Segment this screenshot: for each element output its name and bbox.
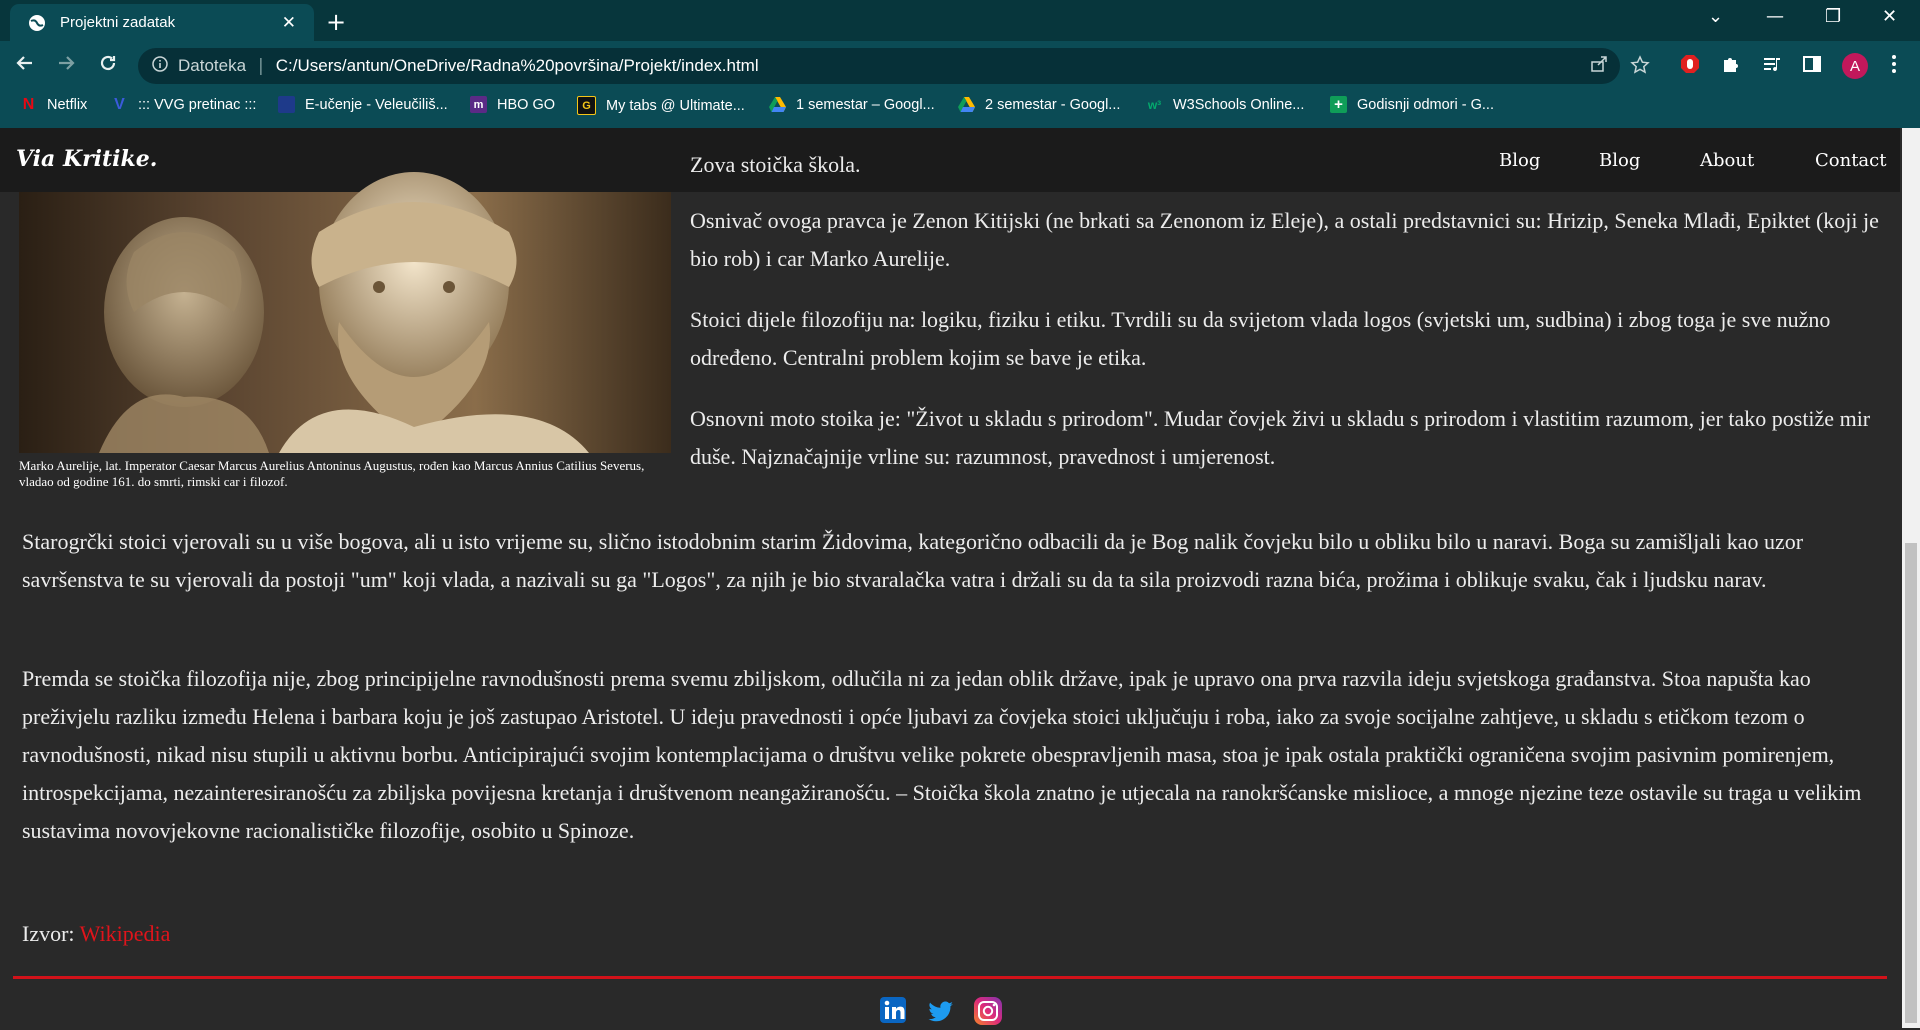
- extensions-puzzle-icon[interactable]: [1721, 54, 1741, 79]
- media-queue-icon[interactable]: [1762, 54, 1782, 79]
- w3schools-icon: w³: [1147, 97, 1162, 112]
- source-line: [22, 915, 822, 953]
- google-drive-icon: [769, 96, 786, 113]
- bookmark-w3schools[interactable]: w³ W3Schools Online...: [1147, 96, 1305, 113]
- paragraph-founders: Osnivač ovoga pravca je Zenon Kitijski (ne brkati sa Zenonom iz Eleje), a ostali predstavnici su: Hrizip, Seneka Mlađi, Epiktet (koji je bio rob) i car Marko Aurelije.: [690, 208, 1879, 271]
- back-button[interactable]: [14, 52, 36, 79]
- url-text[interactable]: C:/Users/antun/OneDrive/Radna%20površina/Projekt/index.html: [275, 56, 759, 75]
- hbo-icon: m: [470, 96, 487, 113]
- nav-link-about[interactable]: About: [1700, 150, 1755, 171]
- figure-caption: Marko Aurelije, lat. Imperator Caesar Marcus Aurelius Antoninus Augustus, rođen kao Marcus Annius Catilius Severus, vladao od godine 161. do smrti, rimski car i filozof.: [19, 458, 645, 489]
- tab-close-icon[interactable]: ✕: [281, 13, 296, 33]
- vvg-icon: V: [114, 95, 125, 113]
- footer-divider: [13, 976, 1887, 979]
- paragraph-philosophy-parts: Stoici dijele filozofiju na: logiku, fiziku i etiku. Tvrdili su da svijetom vlada logos (svjetski um, sudbina) i zbog toga je sve nužno određeno. Centralni problem kojim se bave je etika.: [690, 307, 1831, 370]
- scrollbar-thumb[interactable]: [1905, 543, 1917, 1023]
- source-label: Izvor:: [22, 921, 75, 946]
- google-sheets-icon: +: [1330, 96, 1347, 113]
- bookmark-netflix[interactable]: N Netflix: [20, 96, 87, 113]
- page-scrollbar[interactable]: [1902, 128, 1920, 1028]
- eucenje-icon: [278, 96, 295, 113]
- nav-link-contact[interactable]: Contact: [1815, 150, 1887, 171]
- bookmarks-bar: [0, 92, 1920, 120]
- profile-avatar[interactable]: A: [1842, 53, 1868, 79]
- paragraph-motto: Osnovni moto stoika je: "Život u skladu s prirodom". Mudar čovjek živi u skladu s prirodom i vlastitim razumom, jer tako postiže mir duše. Najznačajnije vrline su: razumnost, pravednost i umjerenost.: [690, 406, 1871, 469]
- arrow-left-icon: [14, 52, 36, 74]
- minimize-button[interactable]: —: [1766, 6, 1784, 27]
- bookmark-e-ucenje[interactable]: E-učenje - Veleučiliš...: [278, 96, 448, 113]
- protocol-label: Datoteka: [178, 56, 247, 75]
- marcus-aurelius-statue-image: [19, 192, 671, 453]
- nav-link-blog-2[interactable]: Blog: [1599, 150, 1641, 171]
- instagram-icon[interactable]: [973, 996, 1003, 1026]
- bookmark-2-semestar[interactable]: 2 semestar - Googl...: [958, 96, 1120, 113]
- bookmark-ultimate-guitar[interactable]: G My tabs @ Ultimate...: [577, 96, 745, 115]
- tab-title: Projektni zadatak: [60, 14, 176, 31]
- kebab-menu-icon[interactable]: [1891, 54, 1897, 79]
- google-drive-icon: [958, 96, 975, 113]
- address-separator: |: [258, 56, 264, 76]
- paragraph-gods: Starogrčki stoici vjerovali su u više bogova, ali u isto vrijeme su, slično istodobnim starim Židovima, kategorično odbacili da je Bog nalik čovjeku bilo u obliku bilo u naravi. Boga su zamišljali kao uzor savršenstva te su vjerovali da postoji "um" koji vlada, a nazivali su ga "Logos", za njih je bio stvaralačka vatra i držali su da ta sila proizvodi razna bića, prožima i oblikuje svaku, čak i ljudsku narav.: [22, 529, 1804, 592]
- new-tab-button[interactable]: +: [326, 8, 347, 36]
- page-viewport: [0, 128, 1920, 1028]
- arrow-right-icon: [55, 52, 77, 74]
- bookmark-star-icon[interactable]: [1630, 55, 1650, 80]
- bookmark-vvg-pretinac[interactable]: V ::: VVG pretinac :::: [111, 96, 256, 113]
- browser-chrome: [0, 0, 1920, 128]
- bookmark-1-semestar[interactable]: 1 semestar – Googl...: [769, 96, 935, 113]
- info-icon[interactable]: [152, 56, 168, 76]
- paragraph-state: Premda se stoička filozofija nije, zbog principijelne ravnodušnosti prema svemu zbiljskom, odlučila ni za jedan oblik države, ipak je upravo ona prva razvila ideju svjetskoga građanstva. Stoa napušta kao preživjelu razliku između Helena i barbara koju je još zastupao Aristotel. U ideju pravednosti i opće ljubavi za čovjeka stoici uključuju i roba, iako za svoje socijalne zahtjeve, u skladu s etičkom tezom o ravnodušnosti, nikad nisu stupili u aktivnu borbu. Anticipirajući svojim kontemplacijama o društvu velike pokrete obespravljenih masa, stoa je ipak ostala praktički ograničena svojim pasivnim pomirenjem, introspekcijama, nezainteresiranošću za zbiljska povijesna kretanja i društvenom neangažiranošću. – Stoička škola znatno je utjecala na ranokršćanske mislioce, a mnoge njezine teze ostavile su traga u velikim sustavima novovjekovne racionalističke filozofije, osobito u Spinoze.: [22, 666, 1862, 843]
- close-window-button[interactable]: ✕: [1882, 6, 1898, 27]
- globe-icon: [28, 14, 46, 32]
- nav-link-blog[interactable]: Blog: [1499, 150, 1541, 171]
- twitter-icon[interactable]: [926, 996, 956, 1026]
- ultimate-guitar-icon: G: [577, 96, 596, 115]
- side-panel-icon[interactable]: [1802, 54, 1822, 79]
- partial-paragraph-line: Zova stoička škola.: [690, 152, 861, 177]
- tab-strip: [0, 0, 1920, 41]
- tab-search-icon[interactable]: ⌄: [1708, 6, 1724, 27]
- adblock-icon[interactable]: [1680, 54, 1700, 79]
- browser-tab-active[interactable]: [10, 4, 314, 41]
- wikipedia-link[interactable]: Wikipedia: [79, 921, 171, 946]
- reload-button[interactable]: [97, 52, 119, 79]
- restore-button[interactable]: ❐: [1825, 6, 1842, 27]
- linkedin-icon[interactable]: [879, 996, 909, 1026]
- netflix-icon: N: [22, 95, 35, 113]
- bookmark-godisnji-odmori[interactable]: + Godisnji odmori - G...: [1330, 96, 1494, 113]
- reload-icon: [97, 52, 119, 74]
- bookmark-hbo-go[interactable]: m HBO GO: [470, 96, 555, 113]
- forward-button[interactable]: [55, 52, 77, 79]
- address-bar[interactable]: [138, 48, 1620, 84]
- site-brand[interactable]: Via Kritike.: [16, 146, 158, 172]
- share-icon[interactable]: [1590, 55, 1608, 78]
